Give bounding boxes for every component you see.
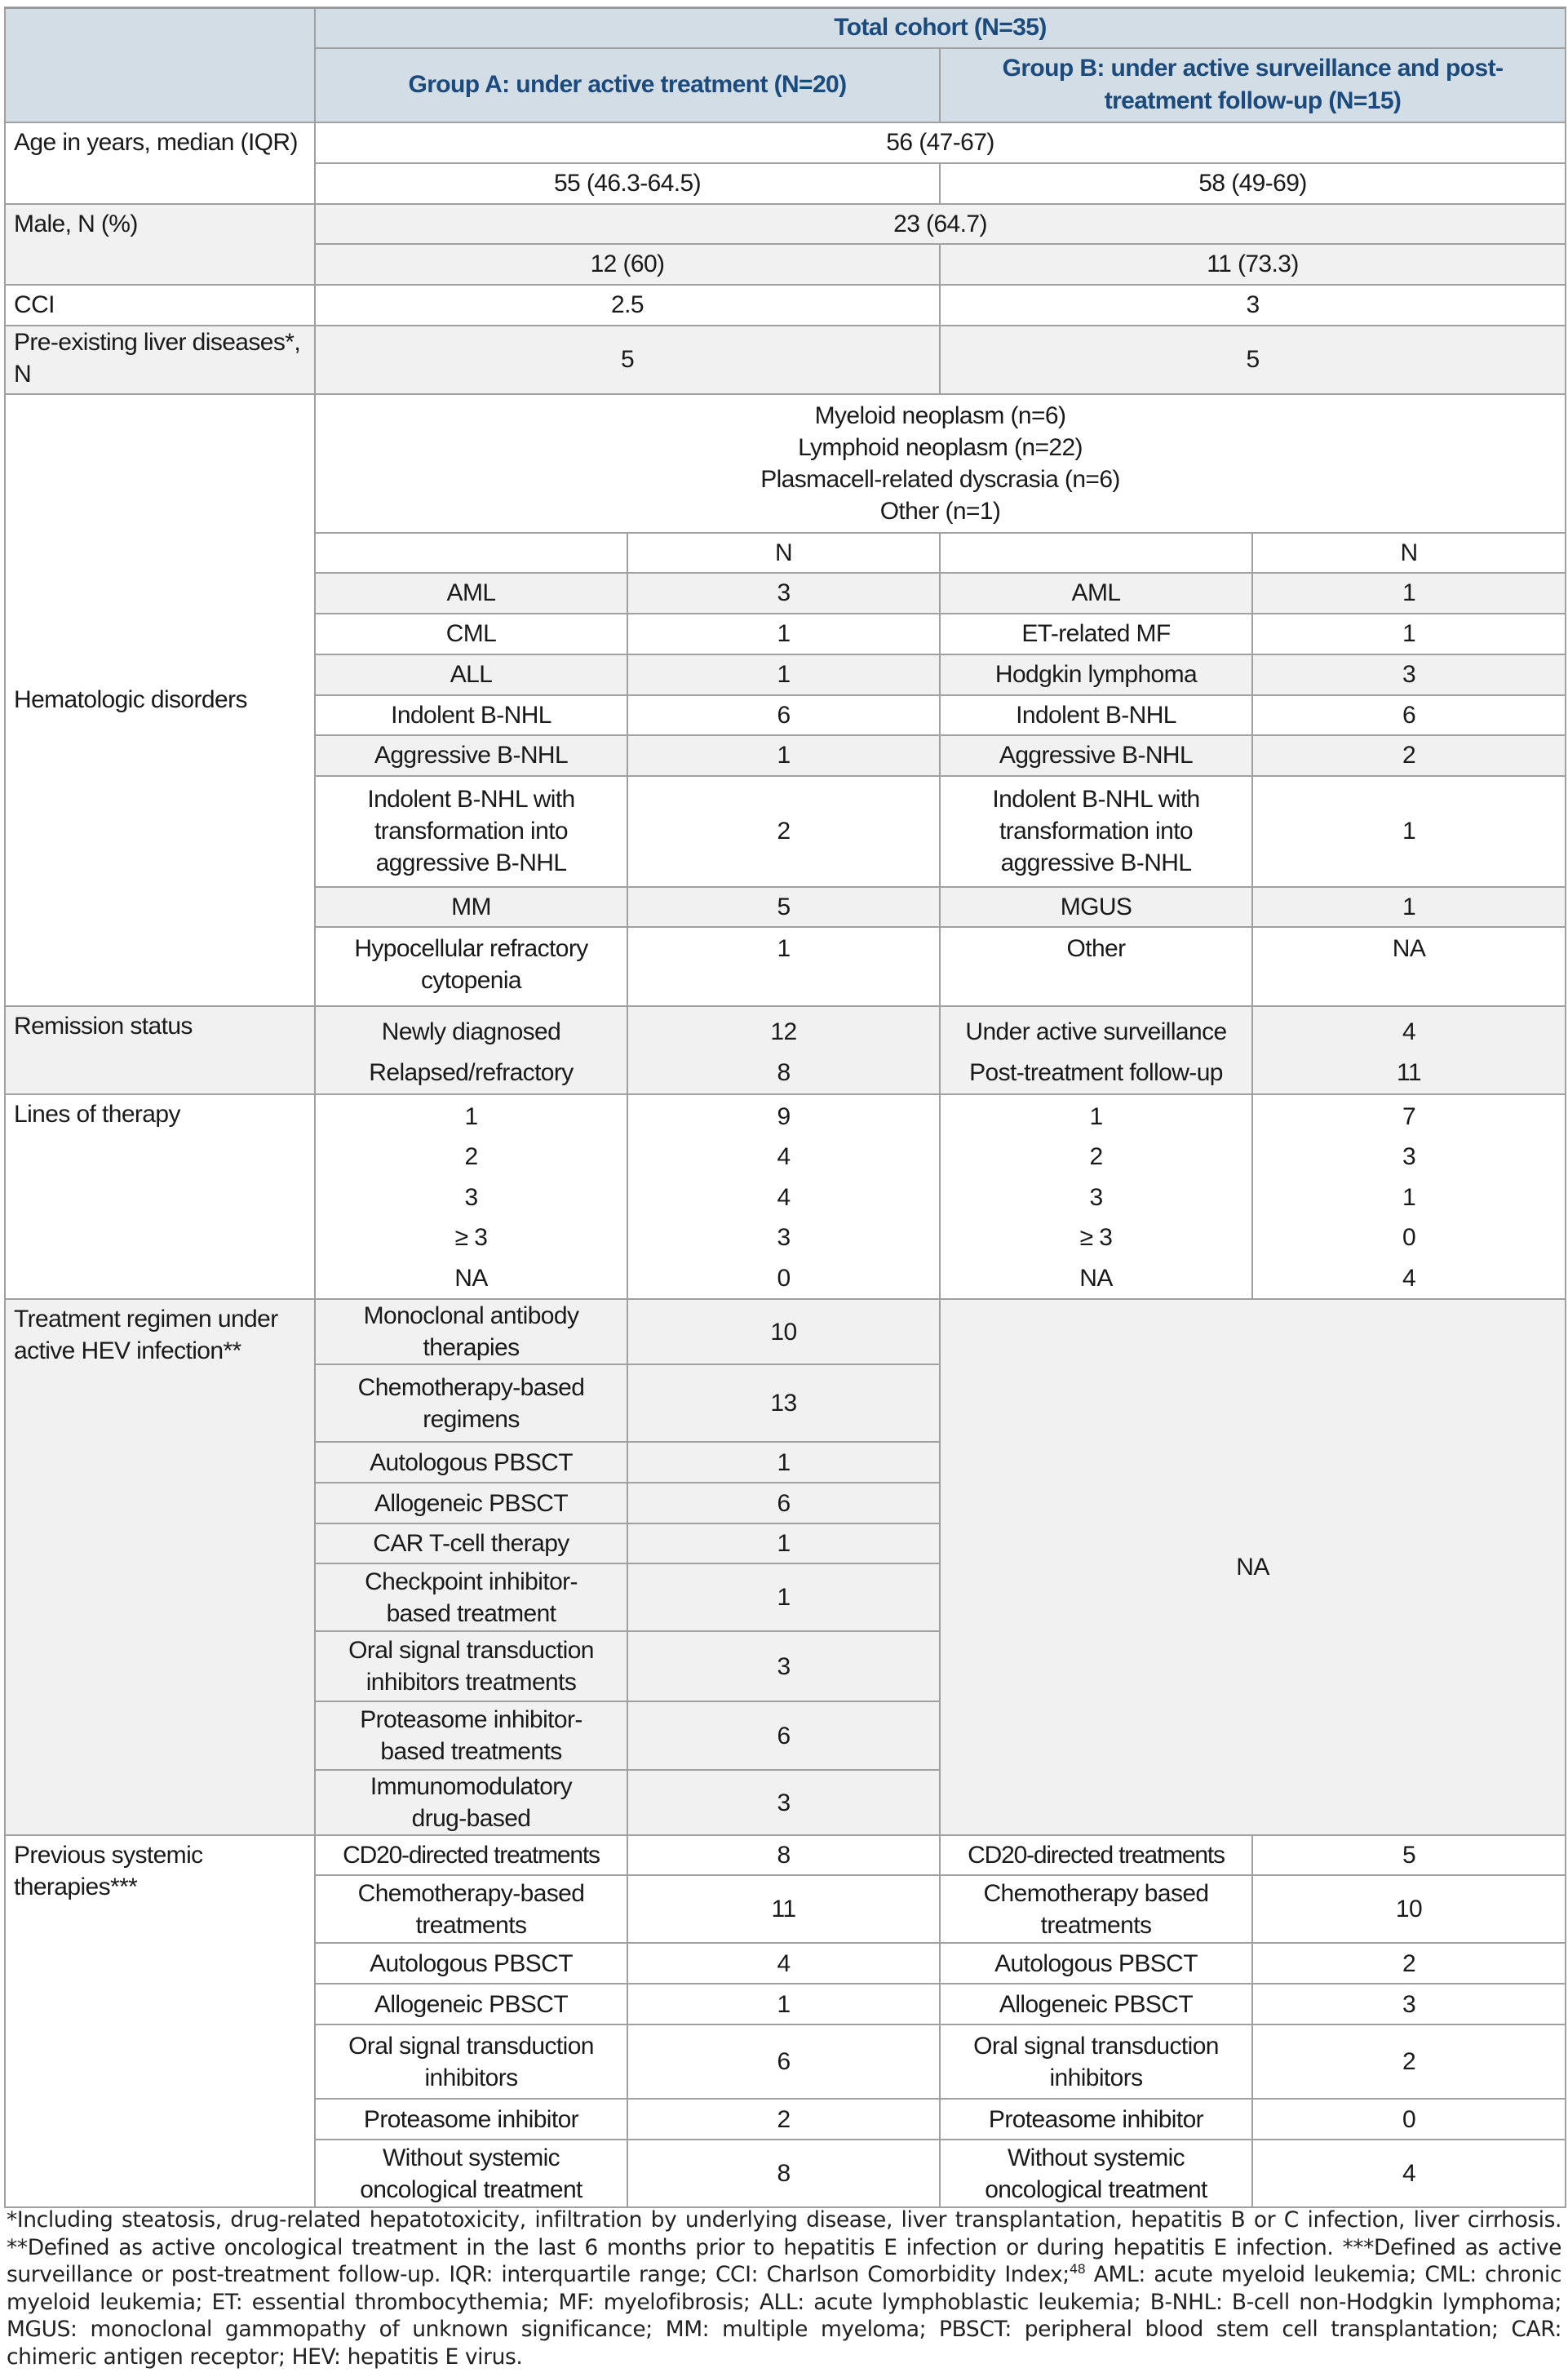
remission-b-n: 11 — [1397, 1058, 1421, 1086]
prev-a-name: Chemotherapy-based treatments — [315, 1875, 627, 1943]
lines-b-n: 0 — [1402, 1224, 1416, 1251]
hem-a-n: 3 — [627, 573, 940, 614]
row-liver — [5, 326, 1566, 394]
hem-a-name: ALL — [315, 654, 627, 695]
lines-a-name: NA — [454, 1264, 488, 1292]
regimen-n: 6 — [627, 1483, 940, 1523]
remission-b-name: Post-treatment follow-up — [969, 1058, 1223, 1086]
footnote-text: *Including steatosis, drug-related hepatotoxicity, infiltration by underlying disease, liver transplantation, hepatitis B or C infection, liver cirrhosis. **Defined as active oncological treatment in the last 6 months prior to hepatitis E infection or during hepatitis E infection. ***Defined as active surveillance or post-treatment follow-up. IQR: interquartile range; CCI: Charlson Comorbidity Index; — [7, 2207, 1561, 2287]
prev-a-name: Allogeneic PBSCT — [315, 1984, 627, 2024]
lines-b-name: ≥ 3 — [1079, 1224, 1113, 1251]
header-group-b: Group B: under active surveillance and post-treatment follow-up (N=15) — [940, 48, 1566, 122]
remission-a-name: Newly diagnosed — [381, 1018, 561, 1045]
lines-b-n: 1 — [1402, 1183, 1416, 1211]
lines-b-name: NA — [1079, 1264, 1113, 1292]
lines-b-n: 3 — [1402, 1143, 1416, 1170]
prev-b-n: 3 — [1252, 1984, 1566, 2024]
lines-b-name: 1 — [1089, 1102, 1103, 1130]
label-lines: Lines of therapy — [5, 1094, 315, 1300]
hem-b-n: 1 — [1252, 776, 1566, 887]
lines-a-counts — [627, 1094, 940, 1300]
prev-a-name: CD20-directed treatments — [315, 1835, 627, 1875]
row-age-total — [5, 122, 1566, 163]
regimen-n: 6 — [627, 1701, 940, 1770]
prev-b-name: Autologous PBSCT — [940, 1943, 1252, 1984]
remission-a-counts — [627, 1006, 940, 1094]
hem-a-name: Indolent B-NHL — [315, 695, 627, 735]
lines-a-name: 3 — [464, 1183, 478, 1211]
hem-a-name: Indolent B-NHL with transformation into aggressive B-NHL — [315, 776, 627, 887]
lines-a-n: 9 — [777, 1102, 791, 1130]
label-liver: Pre-existing liver diseases*, N — [5, 326, 315, 394]
prev-a-n: 11 — [627, 1875, 940, 1943]
row-lines — [5, 1094, 1566, 1300]
label-regimen: Treatment regimen under active HEV infection** — [5, 1299, 315, 1835]
prev-a-n: 1 — [627, 1984, 940, 2024]
lines-b-counts — [1252, 1094, 1566, 1300]
lines-b-names — [940, 1094, 1252, 1300]
prev-b-n: 0 — [1252, 2099, 1566, 2140]
hem-b-n: NA — [1252, 927, 1566, 1006]
regimen-name: Immunomodulatory drug-based — [315, 1770, 627, 1835]
hem-b-n: 1 — [1252, 887, 1566, 927]
label-hematologic: Hematologic disorders — [5, 394, 315, 1006]
age-group-b: 58 (49-69) — [940, 163, 1566, 204]
header-total-cohort: Total cohort (N=35) — [315, 8, 1566, 48]
footnote-text-continued: AML: acute myeloid leukemia; CML: chronic myeloid leukemia; ET: essential thrombocythemia; MF: myelofibrosis; ALL: acute lymphoblastic leukemia; B-NHL: B-cell non-Hodgkin lymphoma; MGUS: monoclonal gammopathy of unknown significance; MM: multiple myeloma; PBSCT: peripheral blood stem cell transplantation; CAR: chimeric antigen receptor; HEV: hepatitis E virus. — [7, 2262, 1561, 2370]
prev-a-name: Oral signal transduction inhibitors — [315, 2024, 627, 2099]
table-footnote — [7, 2206, 1561, 2370]
age-total: 56 (47-67) — [315, 122, 1566, 163]
lines-a-names — [315, 1094, 627, 1300]
footnote-reference: 48 — [1069, 2261, 1086, 2277]
prev-b-n: 4 — [1252, 2140, 1566, 2207]
hem-a-name: Hypocellular refractory cytopenia — [315, 927, 627, 1006]
regimen-name: Chemotherapy-based regimens — [315, 1364, 627, 1442]
table-row — [5, 1299, 1566, 1364]
prev-b-n: 10 — [1252, 1875, 1566, 1943]
row-cci — [5, 285, 1566, 326]
remission-a-n: 8 — [777, 1058, 791, 1086]
remission-a-n: 12 — [770, 1018, 797, 1045]
hem-b-name: Aggressive B-NHL — [940, 735, 1252, 776]
cohort-characteristics-table — [4, 7, 1566, 2208]
prev-b-n: 2 — [1252, 2024, 1566, 2099]
liver-group-a: 5 — [315, 326, 940, 394]
hem-b-n: 3 — [1252, 654, 1566, 695]
cci-group-a: 2.5 — [315, 285, 940, 326]
hem-a-name: Aggressive B-NHL — [315, 735, 627, 776]
prev-a-name: Autologous PBSCT — [315, 1943, 627, 1984]
prev-a-n: 2 — [627, 2099, 940, 2140]
prev-a-n: 8 — [627, 1835, 940, 1875]
prev-b-name: CD20-directed treatments — [940, 1835, 1252, 1875]
hem-a-name: AML — [315, 573, 627, 614]
male-group-b: 11 (73.3) — [940, 244, 1566, 285]
remission-b-counts — [1252, 1006, 1566, 1094]
lines-a-n: 0 — [777, 1264, 791, 1292]
label-male: Male, N (%) — [5, 204, 315, 285]
hem-b-name: Indolent B-NHL with transformation into aggressive B-NHL — [940, 776, 1252, 887]
hem-b-name: MGUS — [940, 887, 1252, 927]
lines-a-n: 3 — [777, 1224, 791, 1251]
hematologic-summary — [315, 394, 1566, 533]
hem-a-n: 1 — [627, 614, 940, 654]
hem-b-n: 1 — [1252, 614, 1566, 654]
regimen-name: Allogeneic PBSCT — [315, 1483, 627, 1523]
lines-a-n: 4 — [777, 1183, 791, 1211]
header-row-total — [5, 8, 1566, 48]
hem-b-name: Hodgkin lymphoma — [940, 654, 1252, 695]
male-group-a: 12 (60) — [315, 244, 940, 285]
lines-b-name: 2 — [1089, 1143, 1103, 1170]
summary-line: Myeloid neoplasm (n=6) — [814, 401, 1066, 429]
n-header-a: N — [627, 533, 940, 573]
header-empty-cell — [5, 8, 315, 122]
regimen-n: 10 — [627, 1299, 940, 1364]
remission-b-name: Under active surveillance — [965, 1018, 1227, 1045]
remission-a-name: Relapsed/refractory — [369, 1058, 574, 1086]
hem-b-name: ET-related MF — [940, 614, 1252, 654]
hem-a-n: 1 — [627, 654, 940, 695]
lines-b-n: 4 — [1402, 1264, 1416, 1292]
hem-a-n: 1 — [627, 735, 940, 776]
regimen-name: Proteasome inhibitor-based treatments — [315, 1701, 627, 1770]
summary-line: Lymphoid neoplasm (n=22) — [798, 433, 1083, 461]
remission-b-n: 4 — [1402, 1018, 1416, 1045]
regimen-name: Autologous PBSCT — [315, 1442, 627, 1483]
hem-a-name: MM — [315, 887, 627, 927]
row-hematologic-summary — [5, 394, 1566, 533]
prev-b-name: Allogeneic PBSCT — [940, 1984, 1252, 2024]
regimen-group-b: NA — [940, 1299, 1566, 1835]
row-male-total — [5, 204, 1566, 244]
prev-a-name: Without systemic oncological treatment — [315, 2140, 627, 2207]
cci-group-b: 3 — [940, 285, 1566, 326]
lines-a-name: 1 — [464, 1102, 478, 1130]
regimen-n: 13 — [627, 1364, 940, 1442]
hem-a-n: 6 — [627, 695, 940, 735]
header-group-a: Group A: under active treatment (N=20) — [315, 48, 940, 122]
summary-line: Other (n=1) — [879, 497, 1001, 525]
row-remission — [5, 1006, 1566, 1094]
prev-b-n: 5 — [1252, 1835, 1566, 1875]
hem-b-n: 2 — [1252, 735, 1566, 776]
regimen-name: Oral signal transduction inhibitors treatments — [315, 1631, 627, 1701]
remission-b-names — [940, 1006, 1252, 1094]
hem-b-n: 6 — [1252, 695, 1566, 735]
lines-b-n: 7 — [1402, 1102, 1416, 1130]
regimen-n: 1 — [627, 1563, 940, 1631]
table-row — [5, 1835, 1566, 1875]
prev-a-n: 8 — [627, 2140, 940, 2207]
regimen-n: 3 — [627, 1631, 940, 1701]
male-total: 23 (64.7) — [315, 204, 1566, 244]
summary-line: Plasmacell-related dyscrasia (n=6) — [760, 465, 1120, 493]
label-remission: Remission status — [5, 1006, 315, 1094]
n-header-b: N — [1252, 533, 1566, 573]
label-cci: CCI — [5, 285, 315, 326]
empty-cell — [940, 533, 1252, 573]
prev-b-name: Proteasome inhibitor — [940, 2099, 1252, 2140]
prev-a-n: 4 — [627, 1943, 940, 1984]
regimen-n: 1 — [627, 1442, 940, 1483]
regimen-name: Monoclonal antibody therapies — [315, 1299, 627, 1364]
empty-cell — [315, 533, 627, 573]
hem-b-name: Indolent B-NHL — [940, 695, 1252, 735]
label-age: Age in years, median (IQR) — [5, 122, 315, 204]
lines-a-name: 2 — [464, 1143, 478, 1170]
hem-a-name: CML — [315, 614, 627, 654]
hem-a-n: 2 — [627, 776, 940, 887]
liver-group-b: 5 — [940, 326, 1566, 394]
regimen-n: 3 — [627, 1770, 940, 1835]
lines-b-name: 3 — [1089, 1183, 1103, 1211]
hem-b-name: AML — [940, 573, 1252, 614]
prev-b-name: Without systemic oncological treatment — [940, 2140, 1252, 2207]
label-previous: Previous systemic therapies*** — [5, 1835, 315, 2207]
hem-b-n: 1 — [1252, 573, 1566, 614]
regimen-name: CAR T-cell therapy — [315, 1523, 627, 1563]
prev-b-name: Oral signal transduction inhibitors — [940, 2024, 1252, 2099]
lines-a-name: ≥ 3 — [454, 1224, 488, 1251]
hem-b-name: Other — [940, 927, 1252, 1006]
regimen-name: Checkpoint inhibitor-based treatment — [315, 1563, 627, 1631]
hem-a-n: 1 — [627, 927, 940, 1006]
lines-a-n: 4 — [777, 1143, 791, 1170]
prev-b-n: 2 — [1252, 1943, 1566, 1984]
remission-a-names — [315, 1006, 627, 1094]
prev-a-n: 6 — [627, 2024, 940, 2099]
hem-a-n: 5 — [627, 887, 940, 927]
prev-b-name: Chemotherapy based treatments — [940, 1875, 1252, 1943]
age-group-a: 55 (46.3-64.5) — [315, 163, 940, 204]
regimen-n: 1 — [627, 1523, 940, 1563]
prev-a-name: Proteasome inhibitor — [315, 2099, 627, 2140]
